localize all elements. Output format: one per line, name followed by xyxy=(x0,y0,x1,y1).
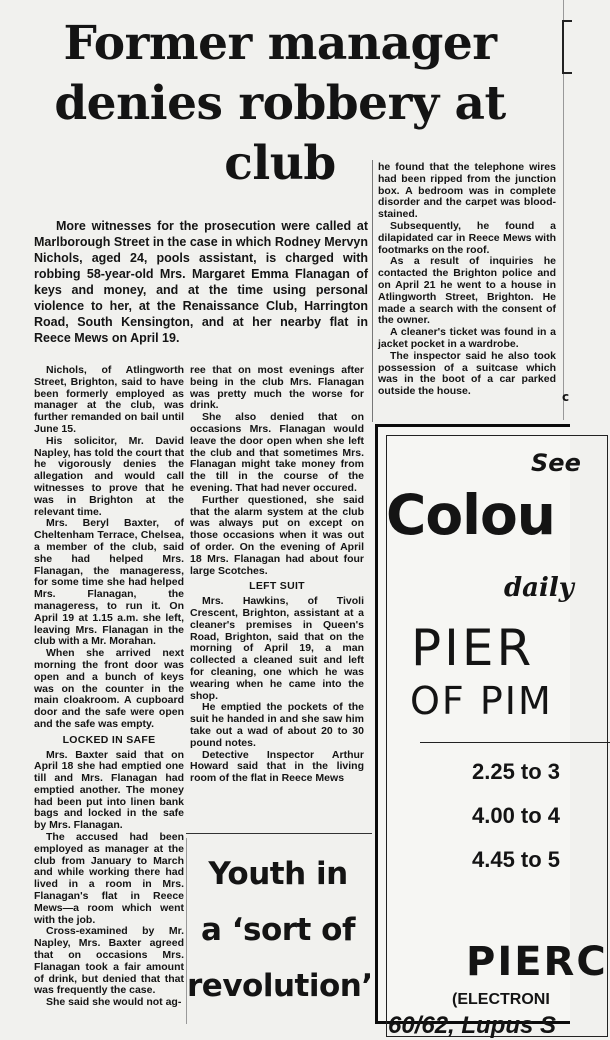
paragraph: He emptied the pockets of the suit he handed in and she saw him take out a wad of about 20 to 30 pound notes. xyxy=(190,701,364,749)
subheading-left-suit: LEFT SUIT xyxy=(249,580,305,593)
paragraph: As a result of inquiries he contacted the Brighton police and on April 21 he went to a house in Atlingworth Street, Brighton. He made a search with the consent of the owner. xyxy=(378,255,556,327)
paragraph: A cleaner's ticket was found in a jacket pocket in a wardrobe. xyxy=(378,326,556,350)
paragraph: Nichols, of Atlingworth Street, Brighton, said to have been formerly employed as manager at the club, was further remanded on bail until June 15. xyxy=(34,364,184,435)
paragraph: he found that the telephone wires had been ripped from the junction box. A bedroom was in complete disorder and the carpet was blood-stained. xyxy=(378,161,556,221)
adjacent-text-fragment: c xyxy=(562,390,570,404)
paragraph: When she arrived next morning the front door was open and a bunch of keys was on the counter in the main cloakroom. A cupboard door and the safe were open and the safe was empty. xyxy=(34,647,184,730)
paragraph: Further questioned, she said that the alarm system at the club was always put on except on those occasions when it was out of order. On the evening of April 18 Mrs. Flanagan had about four large Scotches. xyxy=(190,493,364,577)
paragraph: She also denied that on occasions Mrs. Flanagan would leave the door open when she left the club and that sometimes Mrs. Flanagan might take money from the till in the course of the evening. That had never occured. xyxy=(190,411,364,494)
column-divider xyxy=(372,160,373,422)
paragraph: Cross-examined by Mr. Napley, Mrs. Baxter agreed that on occasions Mrs. Flanagan took a fair amount of drink, but denied that that was frequently the case. xyxy=(34,925,184,997)
headline-line: Youth in xyxy=(208,856,348,892)
paragraph: She said she would not ag- xyxy=(46,996,182,1009)
section-divider xyxy=(186,833,372,834)
article-column-2 xyxy=(190,365,364,825)
ad-divider xyxy=(420,742,610,743)
adjacent-box-edge xyxy=(562,20,572,74)
headline-line: a ‘sort of xyxy=(201,912,355,948)
paragraph: The inspector said he also took possession of a suitcase which was in the boot of a car parked outside the house. xyxy=(378,349,556,398)
ad-time-2: 4.00 to 4 xyxy=(472,803,561,828)
paragraph: His solicitor, Mr. David Napley, has told the court that he vigorously denies the allegation and would call witnesses to prove that he was in Brighton at the relevant time. xyxy=(34,434,184,518)
article-headline: Former manager denies robbery at club xyxy=(54,16,506,191)
paragraph: Detective Inspector Arthur Howard said that in the living room of the flat in Reece Mews xyxy=(190,748,364,785)
related-story-headline xyxy=(187,846,373,1014)
ad-company-name: PIERC xyxy=(466,939,608,985)
ad-address: 60/62, Lupus S xyxy=(388,1012,557,1039)
ad-of-pim-text: OF PIM xyxy=(410,679,553,723)
ad-company-subtitle: (ELECTRONI xyxy=(452,991,550,1008)
ad-time-1: 2.25 to 3 xyxy=(472,759,561,784)
article-lead: More witnesses for the prosecution were called at Marlborough Street in the case in which Rodney Mervyn Nichols, aged 24, pools assistant, is charged with robbing 58-year-old Mrs. Margaret Emma Flanagan of keys and money, and at the time using personal violence to her, at the Renaissance Club, Harrington Road, South Kensington, and at her nearby flat in Reece Mews on April 19. xyxy=(34,219,368,345)
ad-pier-text: PIER xyxy=(411,619,535,677)
ad-daily-text: daily xyxy=(504,573,574,603)
ad-see-text: See xyxy=(531,449,581,477)
subheading-locked-in-safe: LOCKED IN SAFE xyxy=(62,733,156,746)
paragraph: The accused had been employed as manager at the club from January to March and while working there had lived in a room in Mrs. Flanagan's flat in Reece Mews—a room which went with the job. xyxy=(34,831,184,926)
headline-line: revolution’ xyxy=(187,968,373,1004)
ad-time-3: 4.45 to 5 xyxy=(472,847,561,872)
article-column-1 xyxy=(34,365,184,1020)
paragraph: Subsequently, he found a dilapidated car in Reece Mews with footmarks on the roof. xyxy=(378,219,556,256)
paragraph: Mrs. Baxter said that on April 18 she had emptied one till and Mrs. Flanagan had emptied another. The money had been put into linen bank bags and locked in the safe by Mrs. Flanagan. xyxy=(34,748,184,832)
paragraph: Mrs. Beryl Baxter, of Cheltenham Terrace, Chelsea, a member of the club, said she had helped Mrs. Flanagan, the manageress, for some time she had helped Mrs. Flanagan, the manageress, to run it. On April 19 at 1.15 a.m. she left, leaving Mrs. Flanagan in the club with a Mr. Morahan. xyxy=(34,517,184,648)
related-story-box xyxy=(186,838,373,1024)
article-column-3 xyxy=(378,162,556,422)
paragraph: Mrs. Hawkins, of Tivoli Crescent, Brighton, assistant at a cleaner's premises in Queen's Road, Brighton, said that on the morning of April 19, a man collected a cleaned suit and left for cleaning, one which he was wearing when he came into the shop. xyxy=(190,595,364,702)
paragraph: ree that on most evenings after being in the club Mrs. Flanagan was pretty much the worse for drink. xyxy=(190,364,364,412)
advertisement xyxy=(375,424,608,1039)
ad-colour-text: Colou xyxy=(386,483,555,547)
